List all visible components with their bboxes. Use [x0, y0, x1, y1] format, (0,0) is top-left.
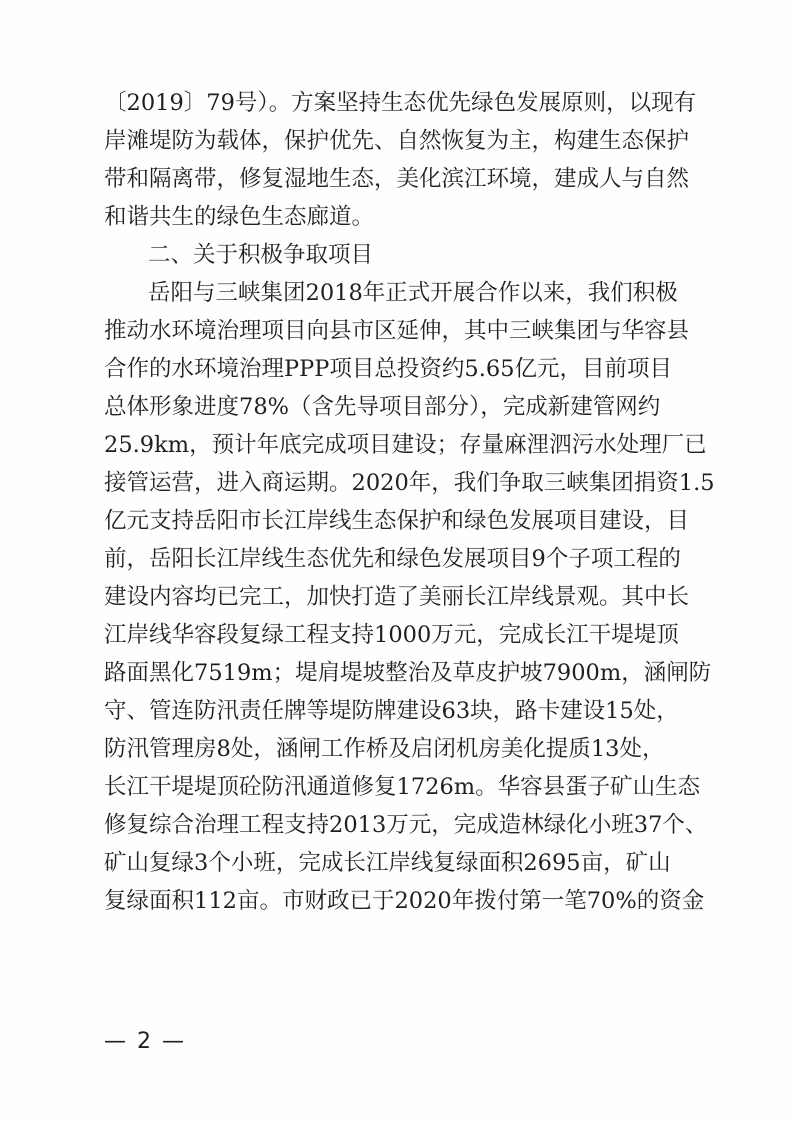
body-text-line: 江岸线华容段复绿工程支持1000万元，完成长江干堤堤顶: [104, 622, 679, 648]
body-text-line: 〔2019〕79号）。方案坚持生态优先绿色发展原则，以现有: [104, 90, 697, 116]
body-text-line: 长江干堤堤顶砼防汛通道修复1726m。华容县蛋子矿山生态: [104, 774, 701, 800]
body-text-line: 守、管连防汛责任牌等堤防牌建设63块，路卡建设15处，: [104, 698, 679, 724]
body-text-line: 推动水环境治理项目向县市区延伸，其中三峡集团与华容县: [104, 318, 690, 344]
body-text-line: 合作的水环境治理PPP项目总投资约5.65亿元，目前项目: [104, 356, 673, 382]
body-text-line: 复绿面积112亩。市财政已于2020年拨付第一笔70%的资金: [104, 888, 705, 914]
body-text-line: 防汛管理房8处，涵闸工作桥及启闭机房美化提质13处，: [104, 736, 665, 762]
section-heading: 二、关于积极争取项目: [148, 242, 374, 268]
body-text-line: 亿元支持岳阳市长江岸线生态保护和绿色发展项目建设，目: [104, 508, 690, 534]
body-text-line: 和谐共生的绿色生态廊道。: [104, 204, 375, 230]
body-text-line: 前，岳阳长江岸线生态优先和绿色发展项目9个子项工程的: [104, 546, 681, 572]
body-text-line: 岸滩堤防为载体，保护优先、自然恢复为主，构建生态保护: [104, 128, 690, 154]
body-text-line: 25.9km，预计年底完成项目建设；存量麻浬泗污水处理厂已: [104, 432, 707, 458]
body-text-line: 路面黑化7519m；堤肩堤坡整治及草皮护坡7900m，涵闸防: [104, 660, 712, 686]
body-text-line: 总体形象进度78%（含先导项目部分），完成新建管网约: [104, 394, 661, 420]
body-text-line: 接管运营，进入商运期。2020年，我们争取三峡集团捐资1.5: [104, 470, 715, 496]
page-number: — 2 —: [104, 1029, 186, 1054]
body-text-line: 建设内容均已完工，加快打造了美丽长江岸线景观。其中长: [104, 584, 690, 610]
body-text-line: 矿山复绿3个小班，完成长江岸线复绿面积2695亩，矿山: [104, 850, 671, 876]
paragraph-first-line: 岳阳与三峡集团2018年正式开展合作以来，我们积极: [148, 280, 678, 306]
body-text-line: 带和隔离带，修复湿地生态，美化滨江环境，建成人与自然: [104, 166, 690, 192]
body-text-line: 修复综合治理工程支持2013万元，完成造林绿化小班37个、: [104, 812, 708, 838]
